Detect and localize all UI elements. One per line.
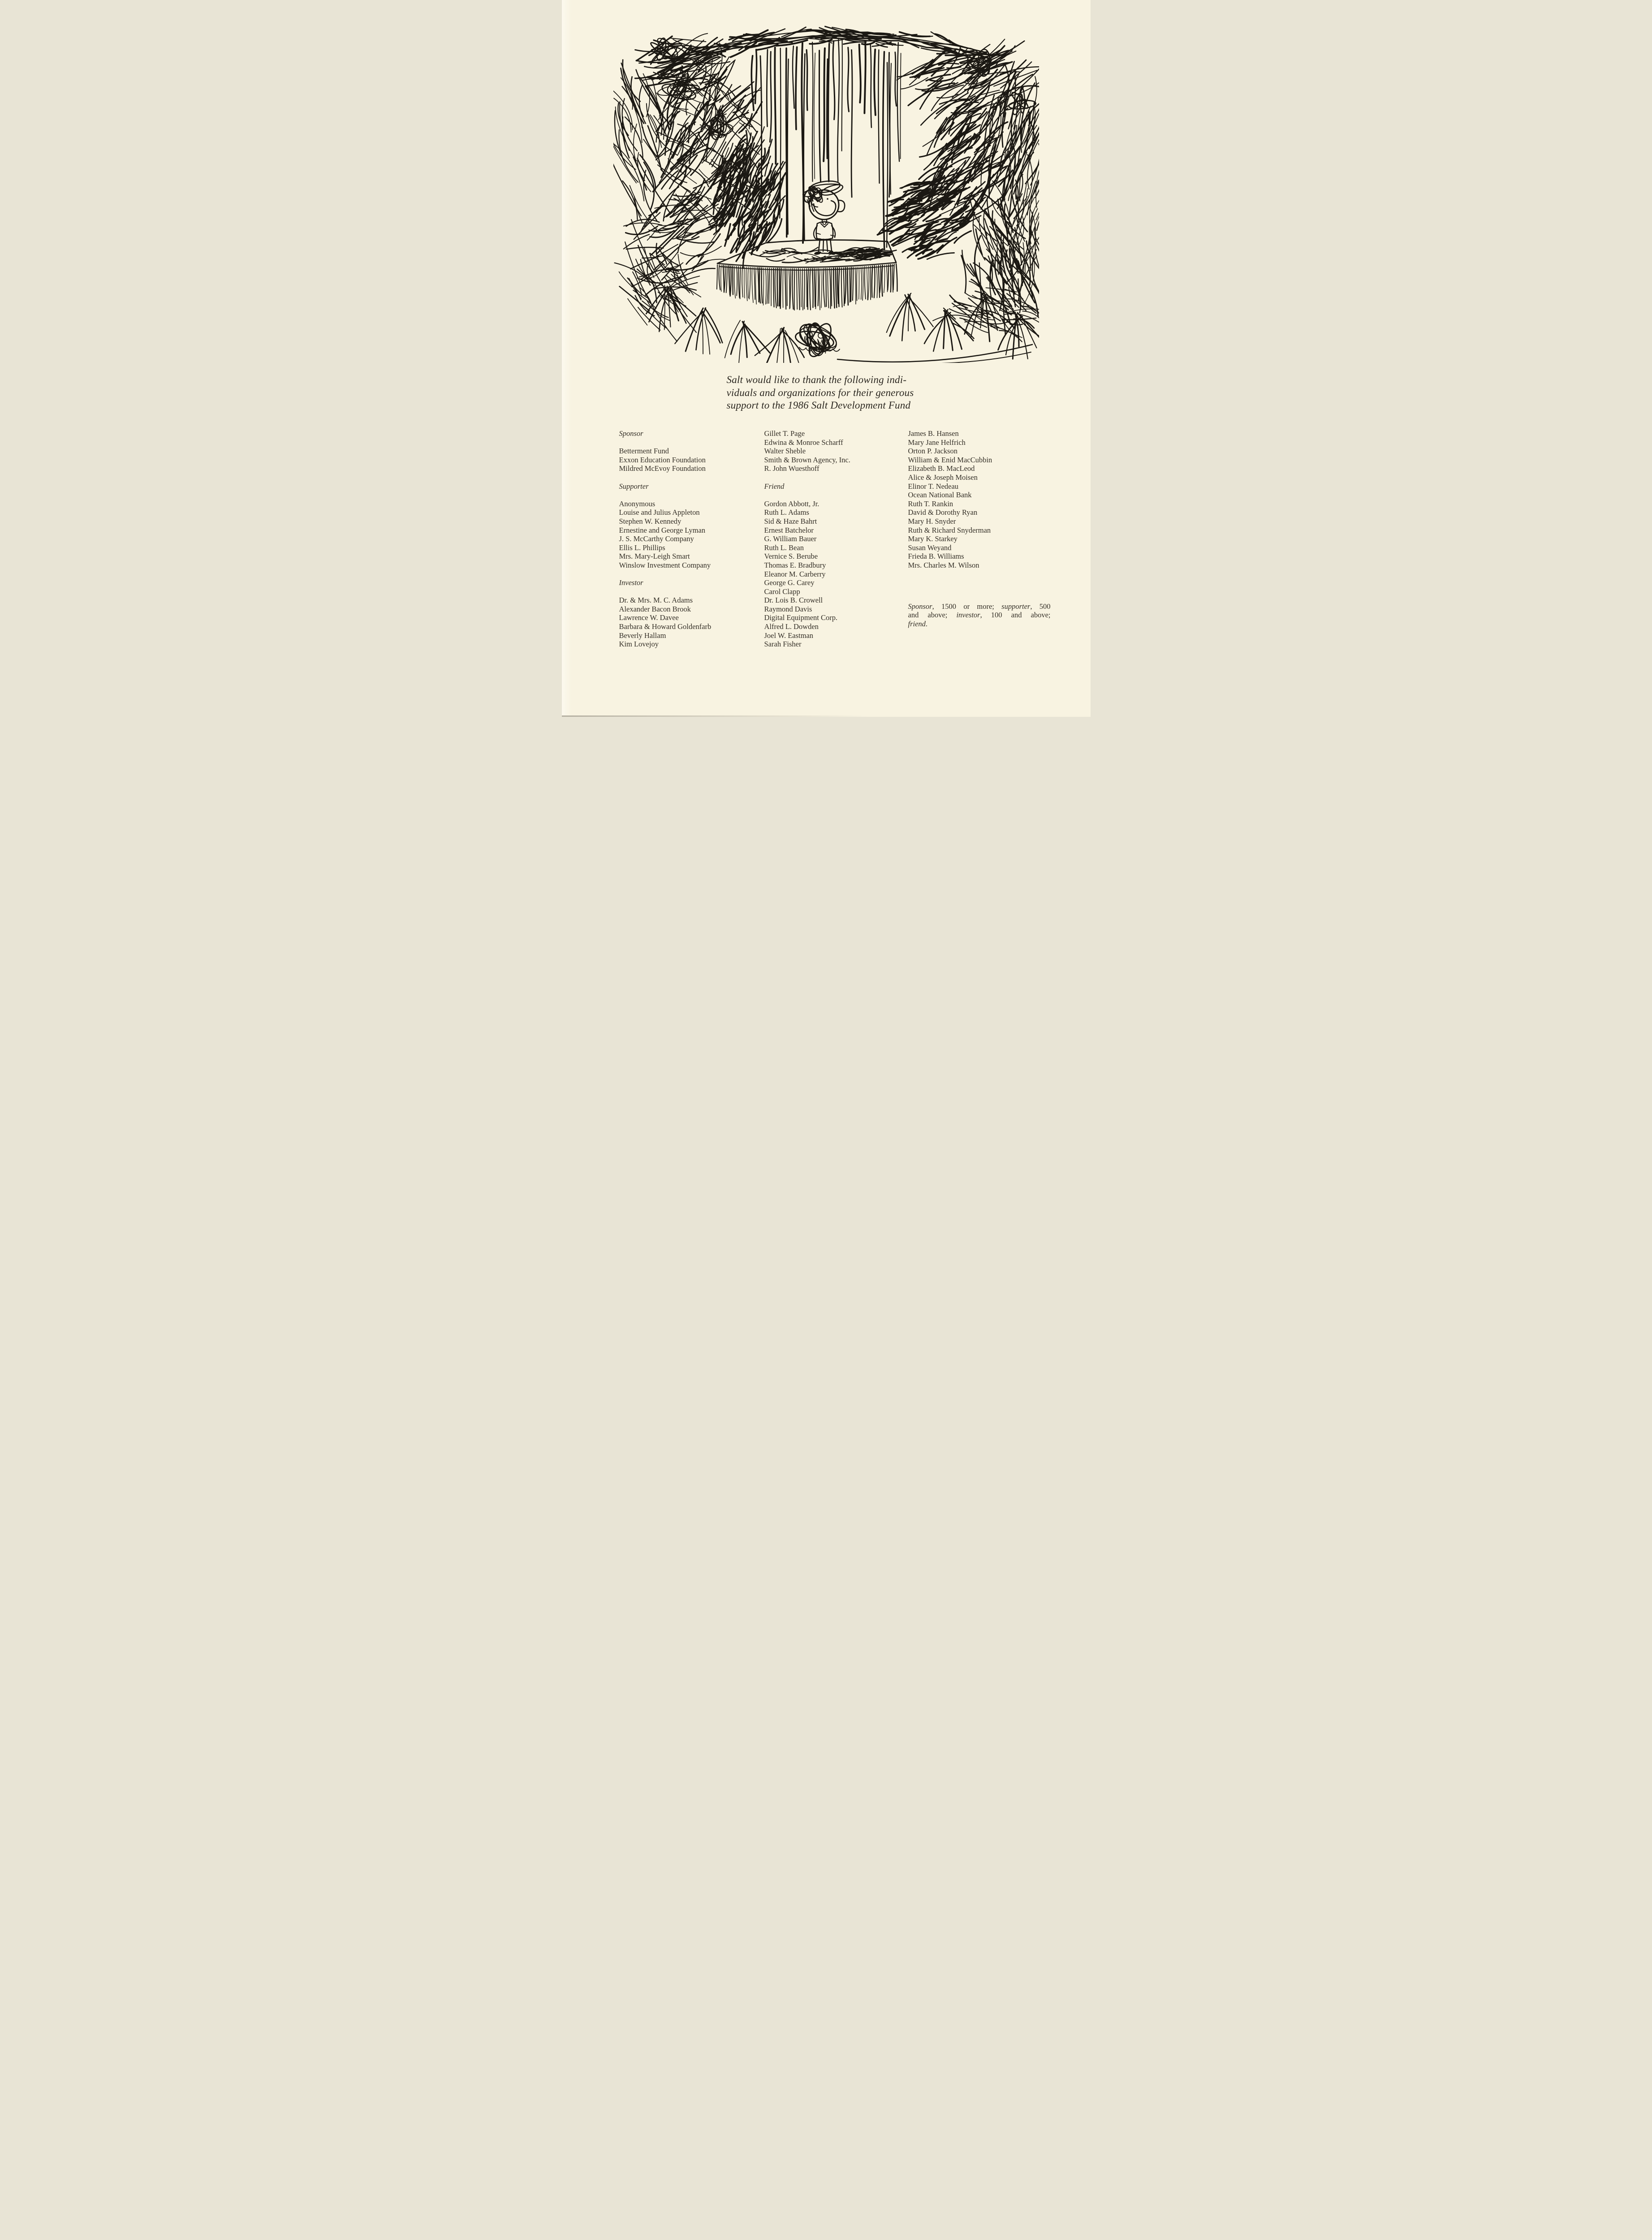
donor-name: George G. Carey: [764, 578, 815, 587]
category-heading-sponsor: Sponsor: [619, 429, 643, 438]
intro-line: support to the 1986 Salt Development Fund: [726, 400, 911, 411]
donor-name: Kim Lovejoy: [619, 640, 659, 649]
donor-name: Orton P. Jackson: [908, 447, 958, 456]
donor-name: Frieda B. Williams: [908, 552, 964, 561]
donor-list: [764, 429, 906, 473]
donor-name: Stephen W. Kennedy: [619, 517, 682, 526]
donor-name: Ruth L. Bean: [764, 543, 804, 552]
donation-levels-line: Sponsor, 1500 or more; supporter, 500: [908, 602, 1051, 611]
donor-list: [764, 500, 906, 649]
donor-name: Betterment Fund: [619, 447, 669, 456]
donor-name: G. William Bauer: [764, 534, 817, 543]
donor-name: Winslow Investment Company: [619, 560, 711, 569]
donor-name: Gillet T. Page: [764, 429, 805, 438]
donor-name: Lawrence W. Davee: [619, 613, 679, 622]
donor-name: Sarah Fisher: [764, 640, 802, 649]
donor-name: Raymond Davis: [764, 604, 812, 613]
donor-name: Ernest Batchelor: [764, 526, 814, 534]
donor-name: David & Dorothy Ryan: [908, 508, 978, 517]
donor-name: Ruth L. Adams: [764, 508, 809, 517]
acknowledgments-page: [562, 0, 1091, 717]
donor-name: Barbara & Howard Goldenfarb: [619, 622, 712, 631]
donor-name: Vernice S. Berube: [764, 552, 818, 561]
donor-name: Beverly Hallam: [619, 631, 666, 640]
donor-name: Digital Equipment Corp.: [764, 613, 838, 622]
donor-name: Thomas E. Bradbury: [764, 560, 826, 569]
donor-name: Eleanor M. Carberry: [764, 569, 826, 578]
intro-line: viduals and organizations for their generous: [726, 387, 914, 398]
category-heading-supporter: Supporter: [619, 482, 649, 491]
donor-name: Ocean National Bank: [908, 491, 972, 500]
donor-name: Sid & Haze Bahrt: [764, 517, 817, 526]
donor-name: Dr. & Mrs. M. C. Adams: [619, 596, 693, 605]
donor-name: Louise and Julius Appleton: [619, 508, 700, 517]
category-heading-friend: Friend: [764, 482, 785, 491]
donor-name: Carol Clapp: [764, 587, 800, 596]
donor-column-2: [764, 429, 906, 657]
donor-name: Elinor T. Nedeau: [908, 482, 959, 491]
donor-name: Alfred L. Dowden: [764, 622, 819, 631]
donor-list: [619, 447, 757, 473]
donor-name: Mrs. Mary-Leigh Smart: [619, 552, 690, 561]
donor-name: Ellis L. Phillips: [619, 543, 665, 552]
donation-levels-line: friend.: [908, 619, 928, 628]
donor-name: Mrs. Charles M. Wilson: [908, 560, 979, 569]
intro-line: Salt would like to thank the following indi-: [726, 374, 907, 385]
donor-list: [619, 596, 757, 649]
donor-name: William & Enid MacCubbin: [908, 455, 992, 464]
donor-name: Elizabeth B. MacLeod: [908, 464, 975, 473]
donor-name: Anonymous: [619, 499, 656, 508]
donation-levels-line: and above; investor, 100 and above;: [908, 611, 1051, 620]
donor-list: [908, 429, 1052, 570]
donor-name: Mary Jane Helfrich: [908, 438, 966, 447]
scan-edge-shadow: [562, 715, 868, 717]
donor-name: Dr. Lois B. Crowell: [764, 596, 823, 605]
acknowledgment-intro: [727, 374, 933, 412]
donor-name: Mary K. Starkey: [908, 534, 958, 543]
donor-name: Walter Sheble: [764, 447, 806, 456]
donor-name: Alexander Bacon Brook: [619, 604, 691, 613]
donor-name: Ruth & Richard Snyderman: [908, 526, 991, 534]
donor-name: Smith & Brown Agency, Inc.: [764, 455, 850, 464]
donor-name: Mildred McEvoy Foundation: [619, 464, 706, 473]
donor-list: [619, 500, 757, 570]
donor-column-1: [619, 429, 757, 657]
donor-column-3: [908, 429, 1052, 628]
donor-name: Susan Weyand: [908, 543, 952, 552]
donor-name: Ruth T. Rankin: [908, 499, 953, 508]
category-heading-investor: Investor: [619, 578, 643, 587]
donor-name: Exxon Education Foundation: [619, 455, 706, 464]
donor-name: James B. Hansen: [908, 429, 959, 438]
donor-name: Edwina & Monroe Scharff: [764, 438, 843, 447]
child-on-stage-illustration: [613, 9, 1039, 363]
donor-name: R. John Wuesthoff: [764, 464, 820, 473]
donor-name: J. S. McCarthy Company: [619, 534, 694, 543]
donor-name: Joel W. Eastman: [764, 631, 814, 640]
donor-name: Gordon Abbott, Jr.: [764, 499, 820, 508]
donor-name: Alice & Joseph Moisen: [908, 473, 978, 482]
donation-levels-note: [908, 602, 1051, 629]
donor-name: Mary H. Snyder: [908, 517, 956, 526]
donor-name: Ernestine and George Lyman: [619, 526, 706, 534]
